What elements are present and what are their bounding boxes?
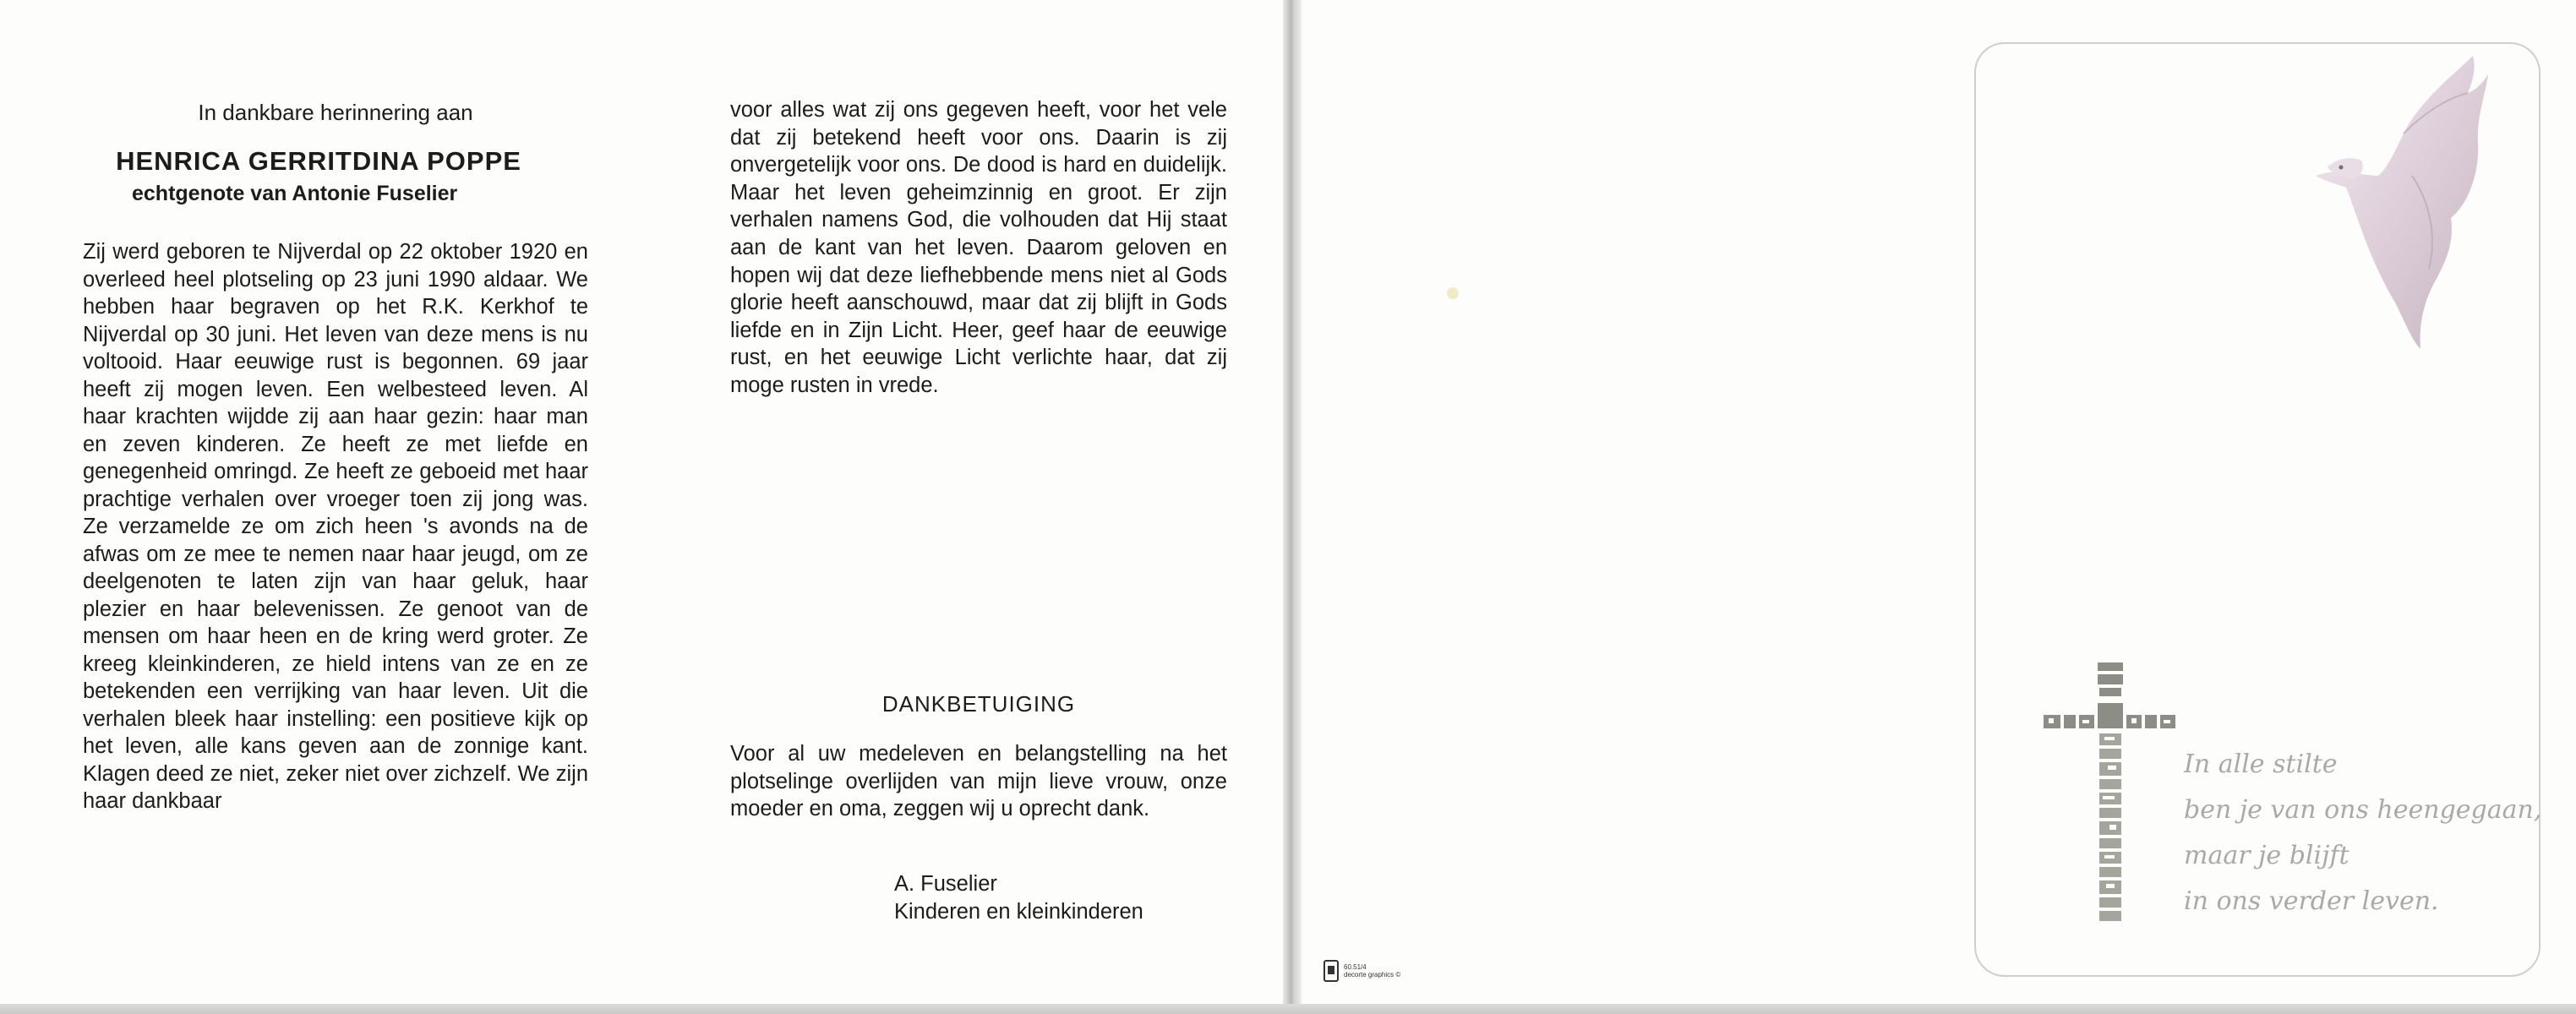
signature-family: Kinderen en kleinkinderen (894, 900, 1143, 924)
spouse-line: echtgenote van Antonie Fuselier (132, 182, 458, 205)
publisher-code: 60.51/4 (1344, 963, 1367, 971)
thanks-text: Voor al uw medeleven en belangstelling na het plotselinge overlijden van mijn lieve vrouw, onze moeder en oma, zeggen wij u oprecht dank. (730, 742, 1227, 820)
poem (2184, 742, 2541, 924)
memorial-right-column (730, 96, 1227, 400)
intro-line: In dankbare herinnering aan (198, 100, 473, 125)
dove-icon (2277, 49, 2495, 355)
thanks-heading: DANKBETUIGING (881, 691, 1076, 717)
paper-speck (1447, 287, 1459, 299)
publisher-name: decorte graphics © (1344, 971, 1401, 979)
memorial-left-column (83, 100, 588, 815)
signature-block (894, 870, 1143, 926)
publisher-logo-icon (1323, 960, 1339, 982)
poem-line: maar je blijft (2184, 841, 2350, 870)
poem-line: In alle stilte (2184, 750, 2338, 779)
card-fold (1283, 0, 1302, 1014)
publisher-mark (1323, 960, 1400, 982)
mosaic-cross-icon (2044, 662, 2179, 923)
reflection-text: voor alles wat zij ons gegeven heeft, voor het vele dat zij betekend heeft voor ons. Daarin is zij onvergetelijk voor ons. De dood is hard en duidelijk. Maar het leven geheimzinnig en groot. Er zijn verhalen namens God, die volhouden dat Hij staat aan de kant van het leven. Daarom geloven en hopen wij dat deze liefhebbende mens niet al Gods glorie heeft aanschouwd, maar dat zij blijft in Gods liefde en in Zijn Licht. Heer, geef haar de eeuwige rust, en het eeuwige Licht verlichte haar, dat zij moge rusten in vrede. (730, 98, 1227, 397)
scan-edge (0, 1004, 2576, 1014)
biography-text: Zij werd geboren te Nijverdal op 22 oktober 1920 en overleed heel plotseling op 23 juni 1990 aldaar. We hebben haar begraven op het R.K. Kerkhof te Nijverdal op 30 juni. Het leven van deze mens is nu voltooid. Haar eeuwige rust is begonnen. 69 jaar heeft zij mogen leven. Een welbesteed leven. Al haar krachten wijdde zij aan haar gezin: haar man en zeven kinderen. Ze heeft ze met liefde en genegenheid omringd. Ze heeft ze geboeid met haar prachtige verhalen over vroeger toen zij jong was. Ze verzamelde ze om zich heen 's avonds na de afwas om ze mee te nemen naar haar jeugd, om ze deelgenoten te laten zijn van haar geluk, haar plezier en haar belevenissen. Ze genoot van de mensen om haar heen en de kring werd groter. Ze kreeg kleinkinderen, ze hield intens van ze en ze betekenden een verrijking van haar leven. Uit die verhalen bleek haar instelling: een positieve kijk op het leven, alle kans geven aan de zonnige kant. Klagen deed ze niet, zeker niet over zichzelf. We zijn haar dankbaar (83, 240, 588, 813)
poem-line: in ons verder leven. (2184, 886, 2439, 916)
publisher-text (1344, 963, 1400, 979)
deceased-name: HENRICA GERRITDINA POPPE (116, 146, 521, 176)
signature-name: A. Fuselier (894, 872, 997, 896)
poem-line: ben je van ons heengegaan, (2184, 795, 2542, 825)
